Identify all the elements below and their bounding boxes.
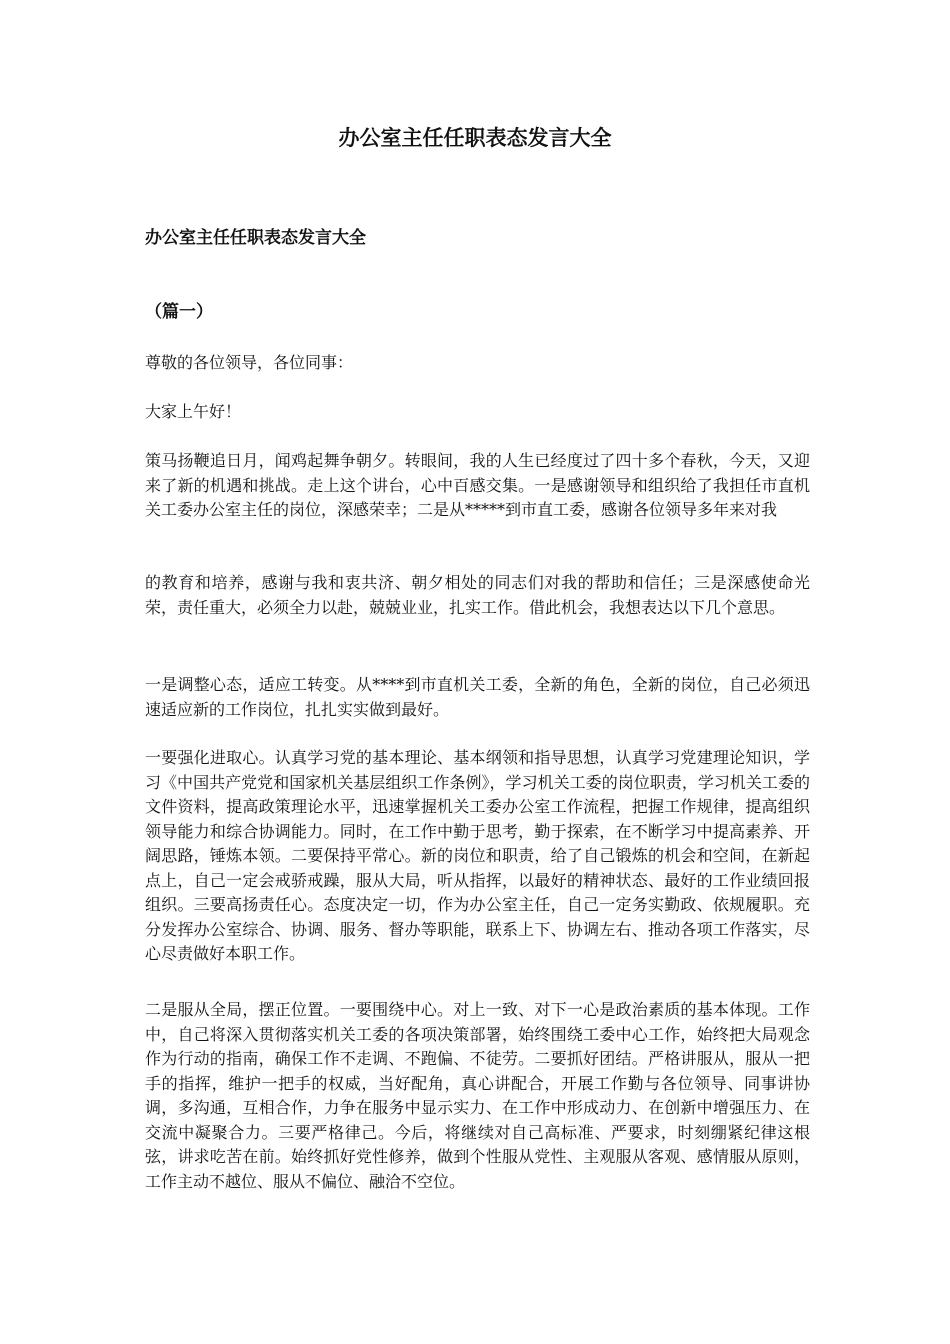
paragraph-body: 一要强化进取心。认真学习党的基本理论、基本纲领和指导思想，认真学习党建理论知识，学习《中国共产党党和国家机关基层组织工作条例》，学习机关工委的岗位职责，学习机关工委的文件资料，提高政策理论水平，迅速掌握机关工委办公室工作流程，把握工作规律，提高组织领导能力和综合协调能力。同时，在工作中勤于思考，勤于探索，在不断学习中提高素养、开阔思路，锤炼本领。二要保持平常心。新的岗位和职责，给了自己锻炼的机会和空间，在新起点上，自己一定会戒骄戒躁，服从大局，听从指挥，以最好的精神状态、最好的工作业绩回报组织。三要高扬责任心。态度决定一切，作为办公室主任，自己一定务实勤政、依规履职。充分发挥办公室综合、协调、服务、督办等职能，联系上下、协调左右、推动各项工作落实，尽心尽责做好本职工作。 (145, 748, 810, 963)
paragraph-greeting: 尊敬的各位领导，各位同事： (145, 353, 354, 372)
paragraph-body: 二是服从全局，摆正位置。一要围绕中心。对上一致、对下一心是政治素质的基本体现。工作中，自己将深入贯彻落实机关工委的各项决策部署，始终围绕工委中心工作，始终把大局观念作为行动的指南，确保工作不走调、不跑偏、不徒劳。二要抓好团结。严格讲服从，服从一把手的指挥，维护一把手的权威，当好配角，真心讲配合，开展工作勤与各位领导、同事讲协调，多沟通，互相合作，力争在服务中显示实力、在工作中形成动力、在创新中增强压力、在交流中凝聚合力。三要严格律己。今后，将继续对自己高标准、严要求，时刻绷紧纪律这根弦，讲求吃苦在前。始终抓好党性修养，做到个性服从党性、主观服从客观、感情服从原则，工作主动不越位、服从不偏位、融洽不空位。 (145, 1000, 810, 1191)
section-label: （篇一） (145, 302, 213, 322)
paragraph-body: 一是调整心态，适应工转变。从****到市直机关工委，全新的角色，全新的岗位，自己必须迅速适应新的工作岗位，扎扎实实做到最好。 (145, 675, 810, 719)
paragraph-hello: 大家上午好！ (145, 402, 242, 421)
document-title: 办公室主任任职表态发言大全 (338, 125, 612, 150)
paragraph-body: 策马扬鞭追日月，闻鸡起舞争朝夕。转眼间，我的人生已经度过了四十多个春秋，今天，又迎来了新的机遇和挑战。走上这个讲台，心中百感交集。一是感谢领导和组织给了我担任市直机关工委办公室主任的岗位，深感荣幸；二是从*****到市直工委，感谢各位领导多年来对我 (145, 451, 810, 519)
paragraph-body: 的教育和培养，感谢与我和衷共济、朝夕相处的同志们对我的帮助和信任；三是深感使命光荣，责任重大，必须全力以赴，兢兢业业，扎实工作。借此机会，我想表达以下几个意思。 (145, 573, 810, 617)
document-subtitle: 办公室主任任职表态发言大全 (145, 228, 366, 248)
